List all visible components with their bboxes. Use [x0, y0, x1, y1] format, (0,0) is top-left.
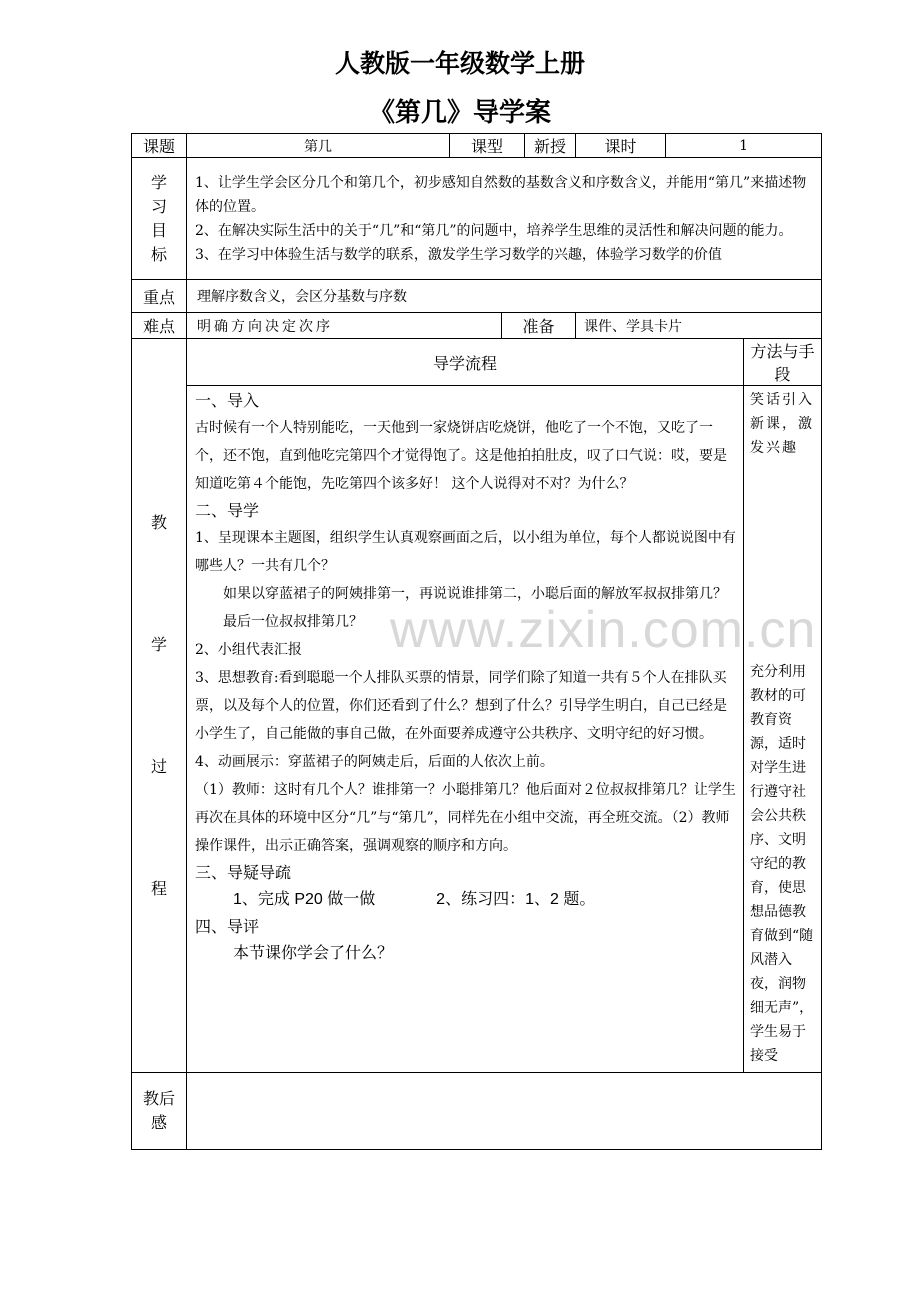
- paragraph: （1）教师：这时有几个人？谁排第一？小聪排第几？他后面对２位叔叔排第几？让学生再次在具体的环境中区分“几”与“第几”，同样先在小组中交流，再全班交流。（2）教师操作课件，出示正确答案，强调观察的顺序和方向。: [195, 782, 736, 854]
- reflection-label: 教后 感: [132, 1073, 187, 1150]
- type-label: 课型: [450, 134, 525, 158]
- hours-label: 课时: [576, 134, 666, 158]
- type-value: 新授: [525, 134, 576, 158]
- difficulty-row: [132, 313, 822, 339]
- document-title: 人教版一年级数学上册: [334, 49, 585, 78]
- method-note: 充分利用教材的可教育资源，适时对学生进行遵守社会公共秩序、文明守纪的教育，使思想品德教育做到“随风潜入夜，润物细无声”，学生易于接受: [750, 664, 814, 1064]
- paragraph: 本节课你学会了什么？: [233, 945, 394, 962]
- paragraph: 古时候有一个人特别能吃，一天他到一家烧饼店吃烧饼，他吃了一个不饱，又吃了一个，还不饱，直到他吃完第四个才觉得饱了。这是他拍拍肚皮，叹了口气说：哎，要是知道吃第４个能饱，先吃第四个该多好！ 这个人说得对不对？为什么？: [195, 420, 727, 492]
- method-note: 笑话引入新课，激发兴趣: [750, 392, 815, 456]
- key-point-row: [132, 280, 822, 313]
- topic-label: 课题: [132, 134, 187, 158]
- paragraph: 1、呈现课本主题图，组织学生认真观察画面之后，以小组为单位，每个人都说说图中有哪些人？一共有几个？: [195, 530, 736, 574]
- watermark: www.zixin.com.cn: [390, 601, 817, 659]
- flow-content: [187, 386, 744, 1073]
- section-heading: 三、导疑导疏: [195, 863, 292, 882]
- section-heading: 四、导评: [195, 917, 260, 936]
- paragraph: 2、小组代表汇报: [195, 642, 302, 658]
- prep-label: 准备: [502, 313, 576, 339]
- reflection-content: [187, 1073, 822, 1150]
- process-header-row: [132, 339, 822, 386]
- key-point-value: 理解序数含义，会区分基数与序数: [187, 280, 822, 313]
- goals-label: 学 习 目 标: [132, 158, 187, 280]
- difficulty-label: 难点: [132, 313, 187, 339]
- header-row: [132, 134, 822, 158]
- goal-item: 3、在学习中体验生活与数学的联系，激发学生学习数学的兴趣，体验学习数学的价值: [195, 246, 722, 263]
- reflection-row: [132, 1073, 822, 1150]
- process-content-row: [132, 386, 822, 1073]
- topic-value: 第几: [187, 134, 450, 158]
- goals-row: [132, 158, 822, 280]
- paragraph: 如果以穿蓝裙子的阿姨排第一，再说说谁排第二，小聪后面的解放军叔叔排第几？最后一位叔叔排第几？: [223, 586, 727, 630]
- method-content: [744, 386, 822, 1073]
- section-heading: 二、导学: [195, 501, 260, 520]
- goals-content: [187, 158, 822, 280]
- key-point-label: 重点: [132, 280, 187, 313]
- hours-value: 1: [666, 134, 822, 158]
- goal-item: 1、让学生学会区分几个和第几个，初步感知自然数的基数含义和序数含义，并能用“第几”来描述物体的位置。: [195, 174, 807, 215]
- document-subtitle: 《第几》导学案: [368, 98, 551, 128]
- paragraph: 4、动画展示：穿蓝裙子的阿姨走后，后面的人依次上前。: [195, 754, 554, 770]
- exercise-line: 1、完成 P20 做一做 2、练习四：1、2 题。: [233, 891, 596, 908]
- difficulty-value: 明确方向决定次序: [187, 313, 502, 339]
- flow-header: 导学流程: [187, 339, 744, 386]
- goal-item: 2、在解决实际生活中的关于“几”和“第几”的问题中，培养学生思维的灵活性和解决问题的能力。: [195, 222, 793, 239]
- method-header: 方法与手段: [744, 339, 822, 386]
- prep-value: 课件、学具卡片: [576, 313, 822, 339]
- paragraph: 3、思想教育:看到聪聪一个人排队买票的情景，同学们除了知道一共有５个人在排队买票，以及每个人的位置，你们还看到了什么？想到了什么？引导学生明白，自己已经是小学生了，自己能做的事自己做，在外面要养成遵守公共秩序、文明守纪的好习惯。: [195, 670, 727, 742]
- process-label: 教 学 过 程: [132, 339, 187, 1073]
- section-heading: 一、导入: [195, 391, 260, 410]
